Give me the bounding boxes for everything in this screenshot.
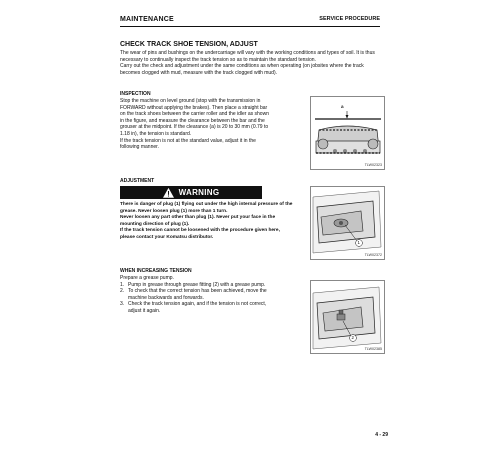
inspection-paragraph: [120, 98, 306, 151]
inspection-line: on the track shoes between the carrier roller and the idler as shown: [120, 111, 269, 118]
warning-line: please contact your Komatsu distributor.: [120, 234, 214, 240]
intro-line: The wear of pins and bushings on the undercarriage will vary with the working conditions and types of soil. It is thus: [120, 50, 375, 56]
track-tension-figure: [310, 96, 385, 170]
grease-fitting-diagram: [311, 281, 384, 353]
warning-line: If the track tension cannot be loosened with the procedure given here,: [120, 228, 280, 234]
category-title: SERVICE PROCEDURE: [319, 16, 380, 22]
inspection-line: Stop the machine on level ground (stop with the transmission in: [120, 98, 261, 104]
warning-triangle-icon: [163, 188, 174, 198]
inspection-line: in the figure, and measure the clearance between the bar and the: [120, 117, 265, 124]
prep-line: Prepare a grease pump.: [120, 275, 174, 281]
step-text: Check the track tension again, and if the tension is not correct, adjust it again.: [128, 301, 267, 314]
inspection-line: following manner.: [120, 144, 159, 151]
figure-id: TLW02385: [364, 347, 382, 351]
warning-line: Never loosen any part other than plug (1). Never put your face in the: [120, 215, 276, 221]
figure-id: TLW02372: [364, 253, 382, 257]
page-number: 4 - 29: [375, 432, 388, 438]
intro-line: necessary to continually inspect the track tension so as to maintain the standard tension.: [120, 56, 316, 63]
track-diagram: [311, 97, 384, 169]
fitting-callout: 2: [351, 334, 354, 340]
warning-banner: [120, 186, 262, 199]
increase-heading: WHEN INCREASING TENSION: [120, 268, 192, 274]
page-title: CHECK TRACK SHOE TENSION, ADJUST: [120, 41, 258, 48]
inspection-line: FORWARD without applying the brakes). Then place a straight bar: [120, 104, 268, 111]
step-number: 3.: [120, 301, 125, 308]
intro-paragraph: [120, 50, 382, 76]
plug-figure: [310, 186, 385, 260]
inspection-line: If the track tension is not at the standard value, adjust it in the: [120, 137, 256, 144]
increase-paragraph: [120, 275, 310, 315]
inspection-heading: INSPECTION: [120, 91, 151, 97]
intro-line: Carry out the check and adjustment under the same conditions as when operating (on jobsites where the track: [120, 63, 364, 70]
warning-title: WARNING: [178, 188, 220, 197]
plug-diagram: [311, 187, 384, 259]
section-title: MAINTENANCE: [120, 16, 174, 23]
step-text: Pump in grease through grease fitting (2) with a grease pump.: [128, 281, 266, 288]
warning-text: [120, 202, 308, 242]
clearance-label: a: [341, 104, 344, 109]
intro-line: becomes clogged with mud, measure with the track clogged with mud).: [120, 69, 278, 76]
step-number: 1.: [120, 281, 125, 288]
warning-line: mounting direction of plug (1).: [120, 221, 190, 227]
step-item: [120, 288, 310, 301]
warning-line: There is danger of plug (1) flying out under the high internal pressure of the: [120, 202, 293, 207]
step-item: [120, 301, 310, 314]
plug-callout: 1: [357, 239, 360, 245]
step-text: To check that the correct tension has been achieved, move the machine backwards and forwards.: [128, 288, 267, 301]
figure-id: TLW02323: [364, 163, 382, 167]
step-number: 2.: [120, 288, 125, 295]
warning-line: grease. Never loosen plug (1) more than 1 turn.: [120, 208, 228, 214]
adjustment-heading: ADJUSTMENT: [120, 178, 155, 184]
header-rule: [120, 26, 380, 27]
grease-fitting-figure: [310, 280, 385, 354]
step-item: [120, 282, 310, 289]
inspection-line: 1.18 in), the tension is standard.: [120, 130, 192, 137]
inspection-line: grouser at the midpoint. If the clearance (a) is 20 to 30 mm (0.79 to: [120, 124, 269, 131]
